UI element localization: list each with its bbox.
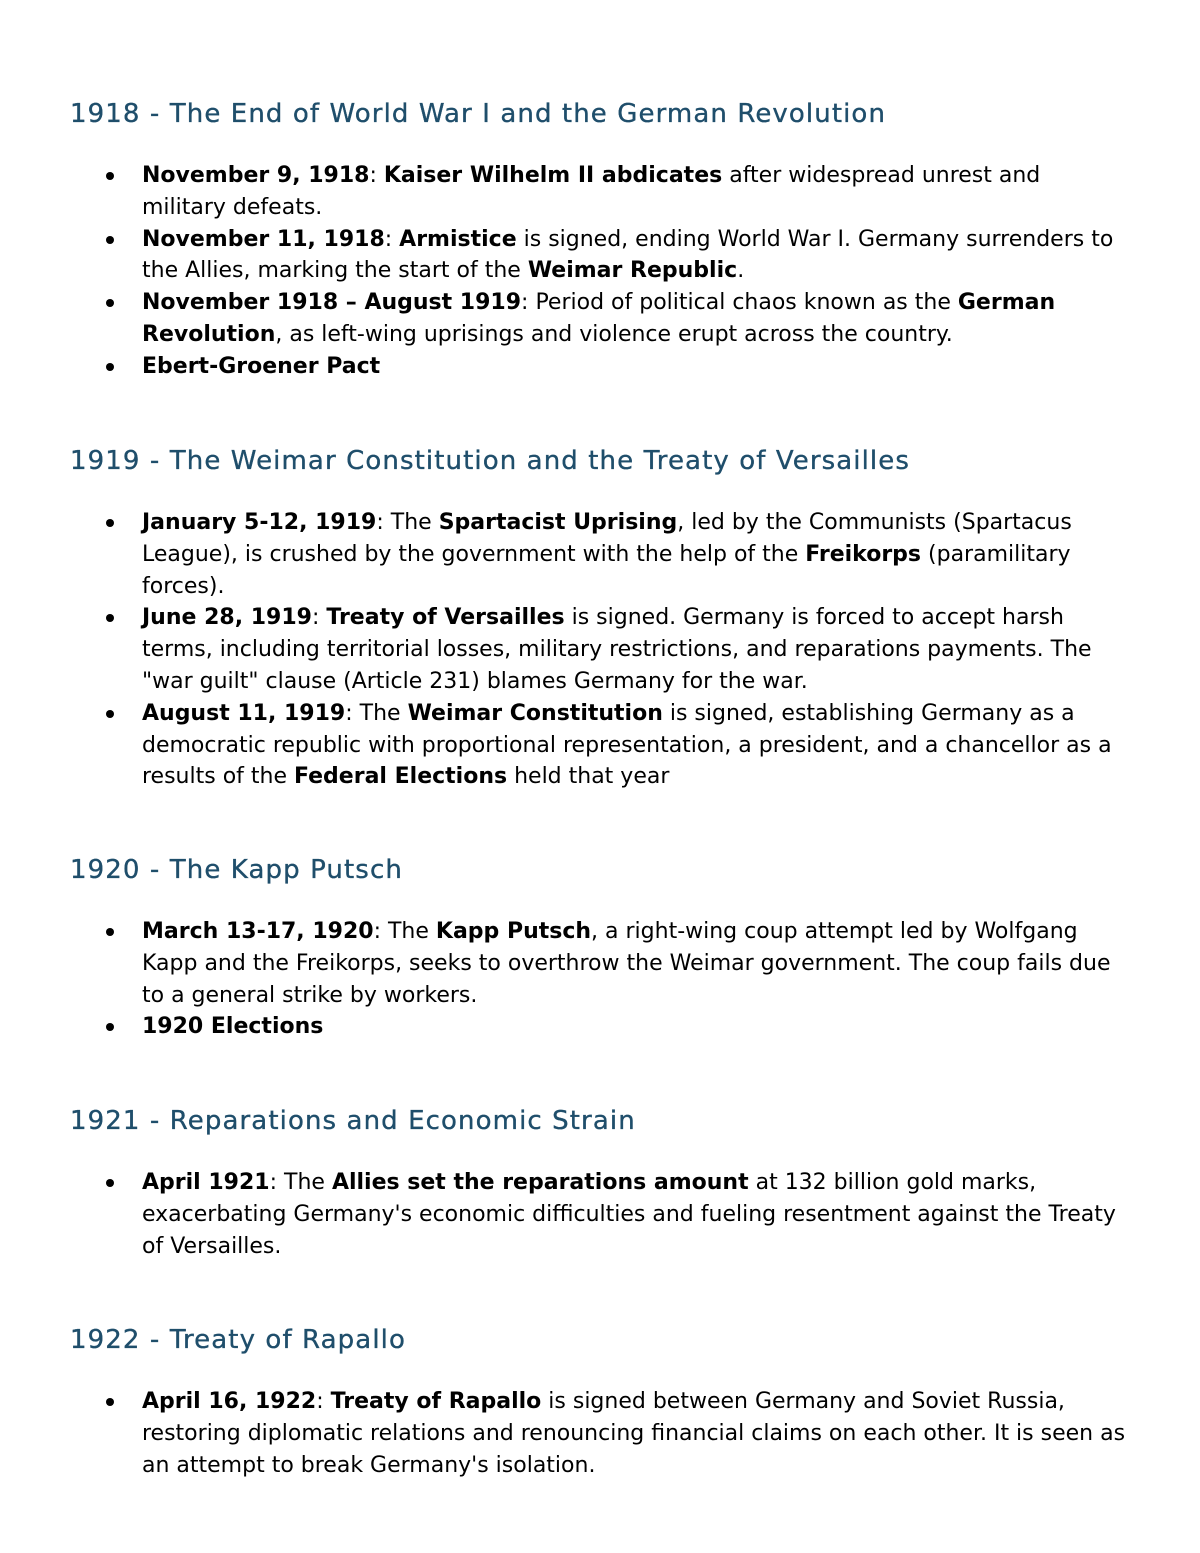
section-1918: [70, 98, 1130, 383]
section-1919: [70, 445, 1130, 793]
list-item: June 28, 1919: Treaty of Versailles is signed. Germany is forced to accept harsh terms, including territorial losses, military restrictions, and reparations payments. The "war guilt" clause (Article 231) blames Germany for the war.: [70, 602, 1130, 697]
list-item: November 1918 – August 1919: Period of political chaos known as the German Revolution, as left-wing uprisings and violence erupt across the country.: [70, 287, 1130, 351]
bullet-icon: [106, 172, 114, 180]
list-item: April 1921: The Allies set the reparations amount at 132 billion gold marks, exacerbating Germany's economic difficulties and fueling resentment against the Treaty of Versailles.: [70, 1167, 1130, 1262]
bullet-icon: [106, 1023, 114, 1031]
section-heading: 1918 - The End of World War I and the German Revolution: [70, 99, 887, 129]
section-heading: 1920 - The Kapp Putsch: [70, 855, 403, 885]
list-item: 1920 Elections: [70, 1011, 1130, 1043]
bullet-list: [70, 507, 1130, 793]
bullet-icon: [106, 519, 114, 527]
section-1920: [70, 854, 1130, 1043]
bullet-icon: [106, 1398, 114, 1406]
bullet-icon: [106, 363, 114, 371]
section-heading: 1921 - Reparations and Economic Strain: [70, 1106, 636, 1136]
bullet-icon: [106, 299, 114, 307]
bullet-list: [70, 916, 1130, 1043]
bullet-icon: [106, 710, 114, 718]
list-item: April 16, 1922: Treaty of Rapallo is signed between Germany and Soviet Russia, restoring diplomatic relations and renouncing financial claims on each other. It is seen as an attempt to break Germany's isolation.: [70, 1386, 1130, 1481]
bullet-icon: [106, 1179, 114, 1187]
list-item: Ebert-Groener Pact: [70, 351, 1130, 383]
bullet-icon: [106, 928, 114, 936]
bullet-icon: [106, 236, 114, 244]
section-1922: [70, 1324, 1130, 1481]
list-item: November 9, 1918: Kaiser Wilhelm II abdicates after widespread unrest and military defeats.: [70, 160, 1130, 224]
section-heading: 1922 - Treaty of Rapallo: [70, 1325, 406, 1355]
bullet-list: [70, 1386, 1130, 1481]
section-1921: [70, 1105, 1130, 1262]
list-item: August 11, 1919: The Weimar Constitution is signed, establishing Germany as a democratic republic with proportional representation, a president, and a chancellor as a results of the Federal Elections held that year: [70, 698, 1130, 793]
bullet-list: [70, 160, 1130, 383]
bullet-icon: [106, 614, 114, 622]
list-item: January 5-12, 1919: The Spartacist Uprising, led by the Communists (Spartacus League), is crushed by the government with the help of the Freikorps (paramilitary forces).: [70, 507, 1130, 602]
list-item: November 11, 1918: Armistice is signed, ending World War I. Germany surrenders to the Allies, marking the start of the Weimar Republic.: [70, 224, 1130, 288]
list-item: March 13-17, 1920: The Kapp Putsch, a right-wing coup attempt led by Wolfgang Kapp and the Freikorps, seeks to overthrow the Weimar government. The coup fails due to a general strike by workers.: [70, 916, 1130, 1011]
bullet-list: [70, 1167, 1130, 1262]
section-heading: 1919 - The Weimar Constitution and the Treaty of Versailles: [70, 446, 910, 476]
